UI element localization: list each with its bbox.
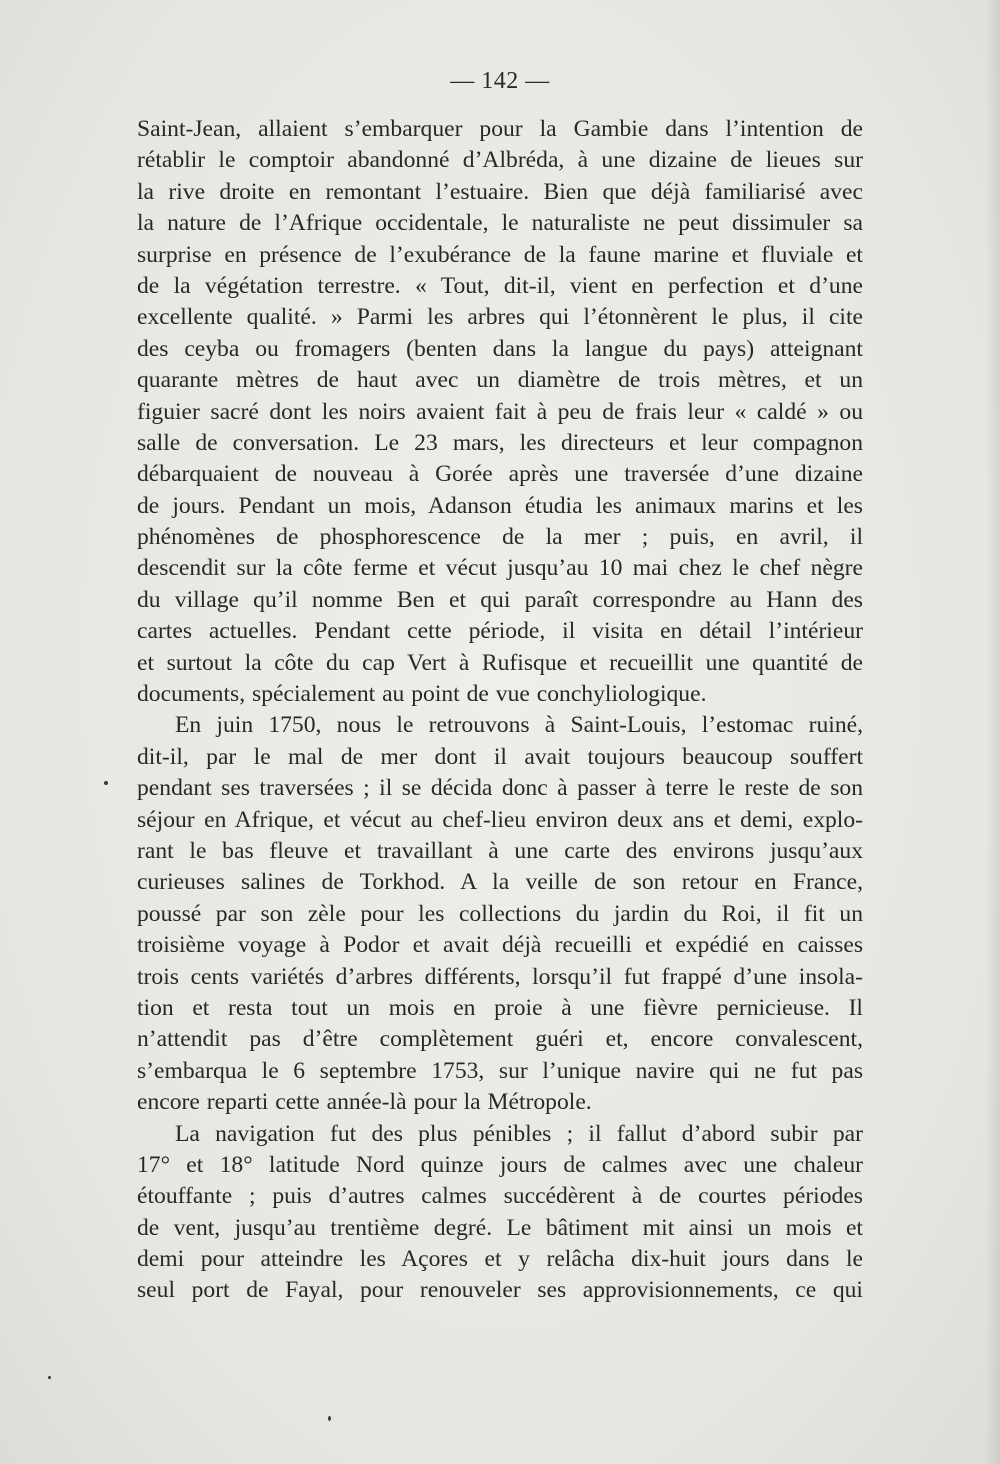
text-line: débarquaient de nouveau à Gorée après une traversée d’une dizaine	[137, 461, 863, 488]
text-line: et surtout la côte du cap Vert à Rufisque et recueillit une quantité de	[137, 649, 863, 676]
ink-speck	[48, 1376, 51, 1379]
text-line: pendant ses traversées ; il se décida donc à passer à terre le reste de son	[137, 775, 863, 802]
text-line: curieuses salines de Torkhod. A la veille de son retour en France,	[137, 869, 863, 896]
paragraph-3	[137, 1119, 863, 1307]
text-line: demi pour atteindre les Açores et y relâcha dix-huit jours dans le	[137, 1246, 863, 1273]
text-line: tion et resta tout un mois en proie à une fièvre pernicieuse. Il	[137, 994, 863, 1021]
text-line: 17° et 18° latitude Nord quinze jours de calmes avec une chaleur	[137, 1151, 863, 1178]
text-line: trois cents variétés d’arbres différents, lorsqu’il fut frappé d’une insola-	[137, 963, 863, 990]
text-line: En juin 1750, nous le retrouvons à Saint-Louis, l’estomac ruiné,	[175, 712, 863, 739]
text-line: phénomènes de phosphorescence de la mer ; puis, en avril, il	[137, 524, 863, 551]
body-text	[137, 114, 863, 1307]
text-line: cartes actuelles. Pendant cette période, il visita en détail l’intérieur	[137, 618, 863, 645]
text-line: séjour en Afrique, et vécut au chef-lieu environ deux ans et demi, explo-	[137, 806, 863, 833]
text-line: poussé par son zèle pour les collections du jardin du Roi, il fit un	[137, 900, 863, 927]
text-line: quarante mètres de haut avec un diamètre de trois mètres, et un	[137, 367, 863, 394]
text-line: salle de conversation. Le 23 mars, les directeurs et leur compagnon	[137, 429, 863, 456]
text-line: la rive droite en remontant l’estuaire. Bien que déjà familiarisé avec	[137, 178, 863, 205]
text-line: figuier sacré dont les noirs avaient fait à peu de frais leur « caldé » ou	[137, 398, 863, 425]
text-line: La navigation fut des plus pénibles ; il fallut d’abord subir par	[175, 1120, 863, 1147]
text-line: rétablir le comptoir abandonné d’Albréda, à une dizaine de lieues sur	[137, 147, 863, 174]
text-line: des ceyba ou fromagers (benten dans la langue du pays) atteignant	[137, 335, 863, 362]
text-line: Saint-Jean, allaient s’embarquer pour la Gambie dans l’intention de	[137, 116, 863, 142]
text-line: de jours. Pendant un mois, Adanson étudia les animaux marins et les	[137, 492, 863, 519]
text-line: de la végétation terrestre. « Tout, dit-il, vient en perfection et d’une	[137, 272, 863, 299]
paragraph-1	[137, 114, 863, 710]
text-line: s’embarqua le 6 septembre 1753, sur l’unique navire qui ne fut pas	[137, 1057, 863, 1084]
page-number: — 142 —	[450, 68, 550, 94]
text-line: de vent, jusqu’au trentième degré. Le bâtiment mit ainsi un mois et	[137, 1214, 863, 1241]
text-line: descendit sur la côte ferme et vécut jusqu’au 10 mai chez le chef nègre	[137, 555, 863, 582]
text-line: n’attendit pas d’être complètement guéri et, encore convalescent,	[137, 1026, 863, 1053]
ink-speck	[104, 781, 108, 785]
text-line: seul port de Fayal, pour renouveler ses approvisionnements, ce qui	[137, 1277, 863, 1304]
text-line: encore reparti cette année-là pour la Métropole.	[137, 1089, 592, 1116]
text-line: du village qu’il nomme Ben et qui paraît correspondre au Hann des	[137, 586, 863, 613]
text-line: troisième voyage à Podor et avait déjà recueilli et expédié en caisses	[137, 932, 863, 959]
text-line: dit-il, par le mal de mer dont il avait toujours beaucoup souffert	[137, 743, 863, 770]
text-line: rant le bas fleuve et travaillant à une carte des environs jusqu’aux	[137, 837, 863, 864]
text-line: surprise en présence de l’exubérance de la faune marine et fluviale et	[137, 241, 863, 268]
ink-speck	[328, 1416, 331, 1421]
text-line: la nature de l’Afrique occidentale, le naturaliste ne peut dissimuler sa	[137, 210, 863, 237]
text-line: étouffante ; puis d’autres calmes succédèrent à de courtes périodes	[137, 1183, 863, 1210]
page-edge-shadow	[986, 0, 1000, 1464]
text-line: excellente qualité. » Parmi les arbres qui l’étonnèrent le plus, il cite	[137, 304, 863, 331]
paragraph-2	[137, 710, 863, 1118]
text-line: documents, spécialement au point de vue conchyliologique.	[137, 681, 707, 708]
